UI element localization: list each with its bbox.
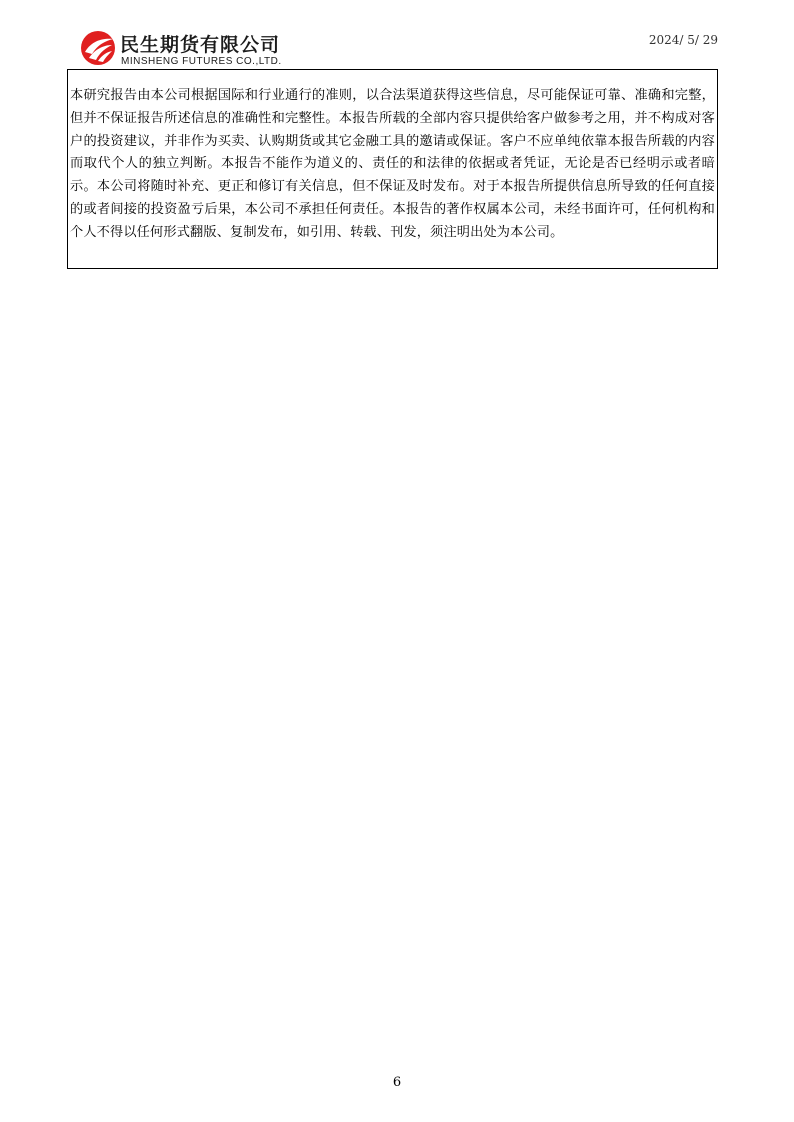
minsheng-logo-icon xyxy=(80,30,116,66)
company-name-en: MINSHENG FUTURES CO.,LTD. xyxy=(121,56,282,67)
report-date: 2024/ 5/ 29 xyxy=(648,33,718,47)
disclaimer-text: 本研究报告由本公司根据国际和行业通行的准则，以合法渠道获得这些信息，尽可能保证可靠、准确和完整，但并不保证报告所述信息的准确性和完整性。本报告所载的全部内容只提供给客户做参考之用，并不构成对客户的投资建议，并非作为买卖、认购期货或其它金融工具的邀请或保证。客户不应单纯依靠本报告所载的内容而取代个人的独立判断。本报告不能作为道义的、责任的和法律的依据或者凭证，无论是否已经明示或者暗示。本公司将随时补充、更正和修订有关信息，但不保证及时发布。对于本报告所提供信息所导致的任何直接的或者间接的投资盈亏后果，本公司不承担任何责任。本报告的著作权属本公司，未经书面许可，任何机构和个人不得以任何形式翻版、复制发布，如引用、转载、刊发，须注明出处为本公司。 xyxy=(70,88,715,240)
company-name-cn: 民生期货有限公司 xyxy=(120,34,281,56)
disclaimer-box xyxy=(67,69,718,269)
page-header xyxy=(0,0,794,72)
page-number: 6 xyxy=(392,1075,402,1090)
